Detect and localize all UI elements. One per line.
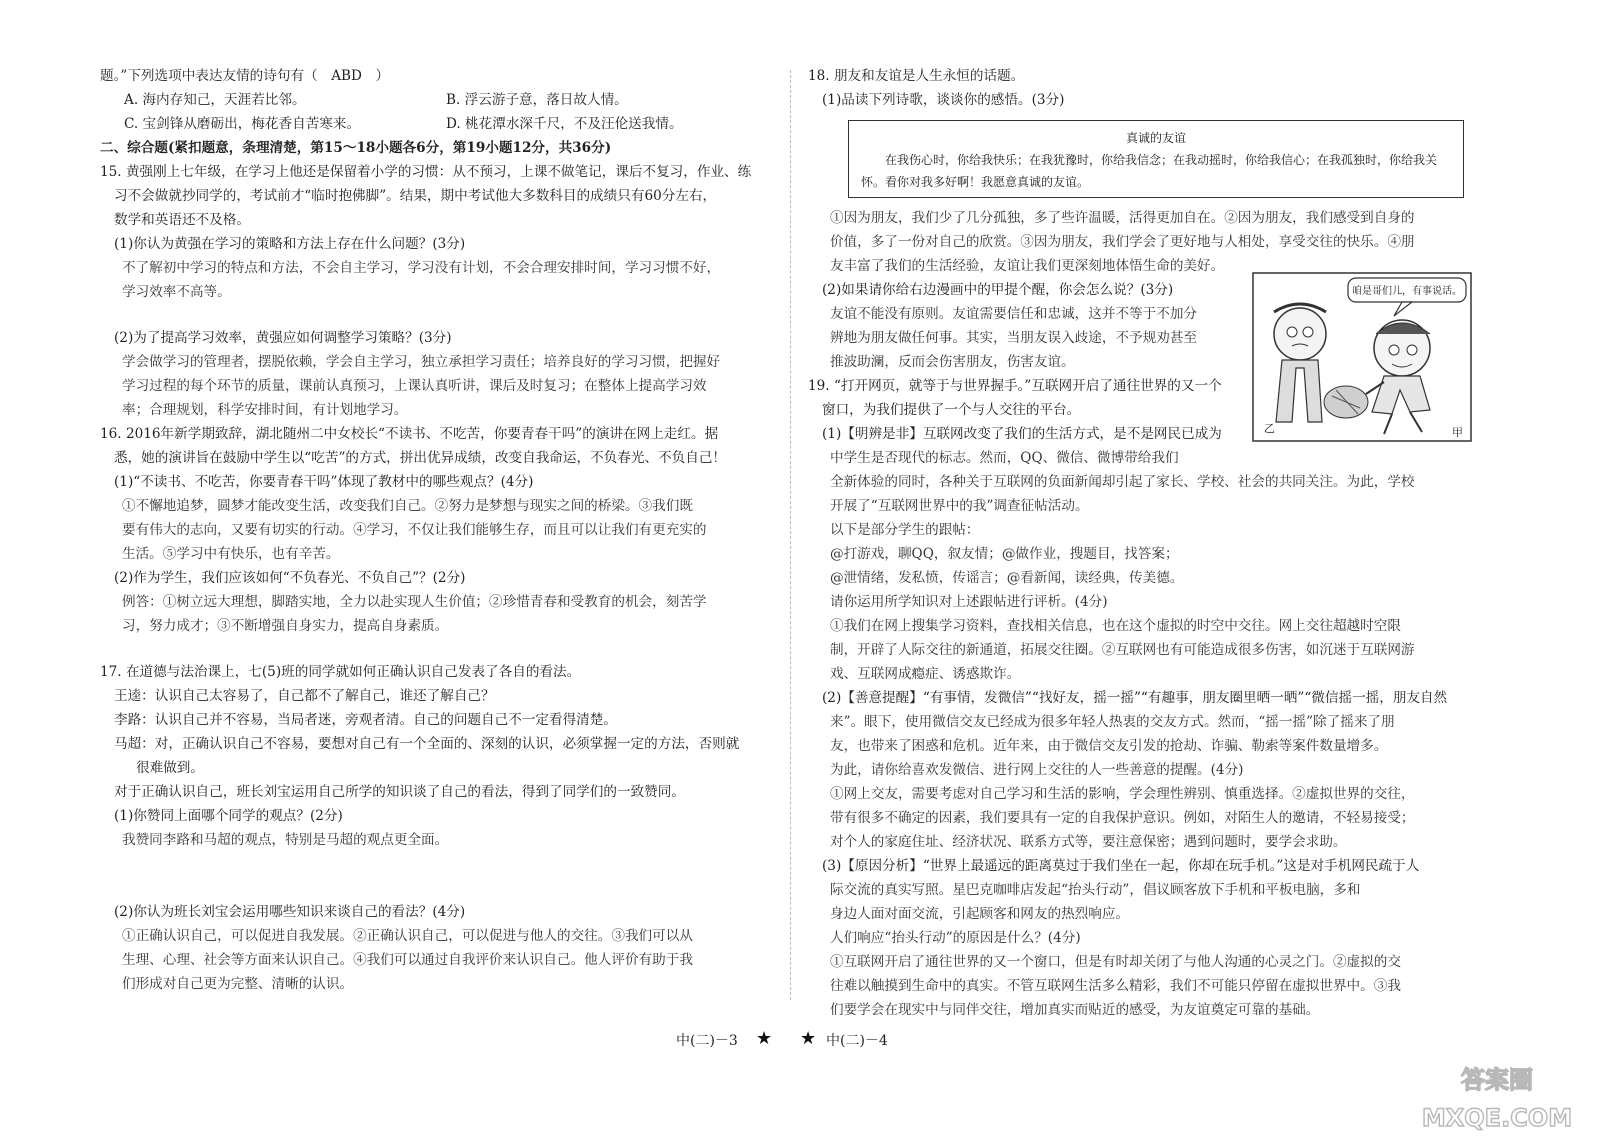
q17-view-lilu: 李路：认识自己并不容易，当局者迷，旁观者清。自己的问题自己不一定看得清楚。 xyxy=(114,712,617,728)
q15-stem-3: 数学和英语还不及格。 xyxy=(114,212,250,228)
q14-options xyxy=(100,88,790,136)
q15-answer2-2: 学习过程的每个环节的质量，课前认真预习，上课认真听讲，课后及时复习；在整体上提高学习效 xyxy=(122,378,707,394)
q19-part1-intro: 以下是部分学生的跟帖： xyxy=(830,522,980,538)
q19-part2-stem-3: 友，也带来了困惑和危机。近年来，由于微信交友引发的抢劫、诈骗、勒索等案件数量增多。 xyxy=(830,738,1388,754)
star-icon: ★ xyxy=(800,1028,817,1049)
option-a: A. 海内存知己，天涯若比邻。 xyxy=(124,92,306,108)
q17-part2: (2)你认为班长刘宝会运用哪些知识来谈自己的看法？(4分) xyxy=(114,904,466,920)
q19-part3-ask: 人们响应“抬头行动”的原因是什么？(4分) xyxy=(830,930,1081,946)
spacer xyxy=(100,304,790,326)
option-b: B. 浮云游子意，落日故人情。 xyxy=(446,92,628,108)
q19-part1-ask: 请你运用所学知识对上述跟帖进行评析。(4分) xyxy=(830,594,1108,610)
q18-answer2-1: 友谊不能没有原则。友谊需要信任和忠诚，这并不等于不加分 xyxy=(830,306,1198,322)
q19-part1-answer-3: 戏、互联网成瘾症、诱惑欺诈。 xyxy=(830,666,1021,682)
q19-part1-stem-4: 开展了“互联网世界中的我”调查征帖活动。 xyxy=(830,498,1089,514)
q18-part2: (2)如果请你给右边漫画中的甲提个醒，你会怎么说？(3分) xyxy=(822,282,1174,298)
star-icon: ★ xyxy=(756,1028,773,1049)
poem-box xyxy=(848,120,1464,198)
cartoon-illustration xyxy=(1252,272,1472,442)
cartoon-section xyxy=(808,278,1498,470)
q17-view-wangkui: 王逵：认识自己太容易了，自己都不了解自己，谁还了解自己？ xyxy=(114,688,495,704)
q19-part1-answer-1: ①我们在网上搜集学习资料，查找相关信息，也在这个虚拟的时空中交往。网上交往超越时空限 xyxy=(830,618,1401,634)
q16-part1: (1)“不读书、不吃苦，你要青春干吗”体现了教材中的哪些观点？(4分) xyxy=(114,474,534,490)
q19-part3-stem-2: 际交流的真实写照。星巴克咖啡店发起“抬头行动”，倡议顾客放下手机和平板电脑，多和 xyxy=(830,882,1361,898)
q17-view-machao: 马超：对，正确认识自己不容易，要想对自己有一个全面的、深刻的认识，必须掌握一定的方法，否则就 xyxy=(114,736,740,752)
q19-part2-answer-1: ①网上交友，需要考虑对自己学习和生活的影响，学会理性辨别、慎重选择。②虚拟世界的交往， xyxy=(830,786,1415,802)
q16-stem-1: 16. 2016年新学期致辞，湖北随州二中女校长“不读书、不吃苦，你要青春干吗”的演讲在网上走红。据 xyxy=(100,426,719,442)
page-divider xyxy=(790,70,791,1000)
q16-part2: (2)作为学生，我们应该如何“不负春光、不负自己”？(2分) xyxy=(114,570,466,586)
left-page xyxy=(100,64,790,996)
q19-part2-answer-3: 对个人的家庭住址、经济状况、联系方式等，要注意保密；遇到问题时，要学会求助。 xyxy=(830,834,1347,850)
q17-answer2-2: 生理、心理、社会等方面来认识自己。④我们可以通过自我评价来认识自己。他人评价有助于我 xyxy=(122,952,693,968)
q18-answer1-3: 友丰富了我们的生活经验，友谊让我们更深刻地体悟生命的美好。 xyxy=(830,258,1225,274)
q15-stem-1: 15. 黄强刚上七年级，在学习上他还是保留着小学的习惯：从不预习，上课不做笔记，课后不复习，作业、练 xyxy=(100,164,752,180)
q15-answer2-1: 学会做学习的管理者，摆脱依赖，学会自主学习，独立承担学习责任；培养良好的学习习惯，把握好 xyxy=(122,354,721,370)
left-page-number: 中(二)－3 xyxy=(676,1033,738,1049)
cartoon-label-jia: 甲 xyxy=(1452,426,1463,439)
q14-tail: 题。”下列选项中表达友情的诗句有（ ABD ） xyxy=(100,68,390,84)
q19-part2-ask: 为此，请你给喜欢发微信、进行网上交往的人一些善意的提醒。(4分) xyxy=(830,762,1244,778)
q15-answer1-1: 不了解初中学习的特点和方法，不会自主学习，学习没有计划，不会合理安排时间，学习习惯不好， xyxy=(122,260,721,276)
q19-part1-post-2: @泄情绪，发私愤，传谣言；@看新闻，读经典，传美德。 xyxy=(830,570,1184,586)
q16-answer1-1: ①不懈地追梦，圆梦才能改变生活，改变我们自己。②努力是梦想与现实之间的桥梁。③我们既 xyxy=(122,498,693,514)
q15-answer1-2: 学习效率不高等。 xyxy=(122,284,231,300)
svg-text:答案圈: 答案圈 xyxy=(1461,1066,1533,1094)
option-d: D. 桃花潭水深千尺，不及汪伦送我情。 xyxy=(446,116,683,132)
q19-part2-stem-1: (2)【善意提醒】“有事情，发微信”“找好友，摇一摇”“有趣事，朋友圈里晒一晒”“微信摇一摇，朋友自然 xyxy=(822,690,1448,706)
q15-part2: (2)为了提高学习效率，黄强应如何调整学习策略？(3分) xyxy=(114,330,452,346)
q17-answer2-3: 们形成对自己更为完整、清晰的认识。 xyxy=(122,976,354,992)
section-heading: 二、综合题(紧扣题意，条理清楚，第15～18小题各6分，第19小题12分，共36分) xyxy=(100,140,612,156)
q17-part1: (1)你赞同上面哪个同学的观点？(2分) xyxy=(114,808,343,824)
q18-answer1-1: ①因为朋友，我们少了几分孤独，多了些许温暖，活得更加自在。②因为朋友，我们感受到自身的 xyxy=(830,210,1415,226)
q17-answer1: 我赞同李路和马超的观点，特别是马超的观点更全面。 xyxy=(122,832,449,848)
right-page-number: 中(二)－4 xyxy=(826,1033,888,1049)
q19-part1-stem-1: (1)【明辨是非】互联网改变了我们的生活方式，是不是网民已成为 xyxy=(822,426,1222,442)
right-page xyxy=(808,64,1498,1022)
cartoon-speech-bubble: 咱是哥们儿，有事说话。 xyxy=(1352,286,1462,297)
q18-answer2-2: 辨地为朋友做任何事。其实，当朋友误入歧途，不予规劝甚至 xyxy=(830,330,1198,346)
q19-part1-stem-2: 中学生是否现代的标志。然而，QQ、微信、微博带给我们 xyxy=(830,450,1179,466)
q19-part3-stem-3: 身边人面对面交流，引起顾客和网友的热烈响应。 xyxy=(830,906,1130,922)
q17-view-machao-cont: 很难做到。 xyxy=(136,760,204,776)
option-c: C. 宝剑锋从磨砺出，梅花香自苦寒来。 xyxy=(124,116,361,132)
q18-stem: 18. 朋友和友谊是人生永恒的话题。 xyxy=(808,68,1025,84)
q19-part1-answer-2: 制，开辟了人际交往的新通道，拓展交往圈。②互联网也有可能造成很多伤害，如沉迷于互联网游 xyxy=(830,642,1415,658)
q18-answer1-2: 价值，多了一份对自己的欣赏。③因为朋友，我们学会了更好地与人相处，享受交往的快乐。④朋 xyxy=(830,234,1415,250)
q19-part3-answer-2: 往难以触摸到生命中的真实。不管互联网生活多么精彩，我们不可能只停留在虚拟世界中。③我 xyxy=(830,978,1401,994)
q19-stem-1: 19. “打开网页，就等于与世界握手。”互联网开启了通往世界的又一个 xyxy=(808,378,1222,394)
watermark-logo xyxy=(1412,1048,1582,1138)
q15-stem-2: 习不会做就抄同学的，考试前才“临时抱佛脚”。结果，期中考试他大多数科目的成绩只有60分左右， xyxy=(114,188,717,204)
q19-part2-answer-2: 带有很多不确定的因素，我们要具有一定的自我保护意识。例如，对陌生人的邀请，不轻易接受； xyxy=(830,810,1415,826)
q19-part3-answer-3: 们要学会在现实中与同伴交往，增加真实而贴近的感受，为友谊奠定可靠的基础。 xyxy=(830,1002,1320,1018)
q19-stem-2: 窗口，为我们提供了一个与人交往的平台。 xyxy=(822,402,1081,418)
q16-answer2-2: 习，努力成才；③不断增强自身实力，提高自身素质。 xyxy=(122,618,449,634)
cartoon-label-yi: 乙 xyxy=(1264,422,1275,435)
q17-stem: 17. 在道德与法治课上，七(5)班的同学就如何正确认识自己发表了各自的看法。 xyxy=(100,664,581,680)
q19-part3-stem-1: (3)【原因分析】“世界上最遥远的距离莫过于我们坐在一起，你却在玩手机。”这是对手机网民疏于人 xyxy=(822,858,1420,874)
svg-text:MXQE.COM: MXQE.COM xyxy=(1421,1104,1573,1132)
q16-answer1-2: 要有伟大的志向，又要有切实的行动。④学习，不仅让我们能够生存，而且可以让我们有更充实的 xyxy=(122,522,707,538)
q16-stem-2: 悉，她的演讲旨在鼓励中学生以“吃苦”的方式，拼出优异成绩，改变自我命运，不负春光、不负自己！ xyxy=(114,450,727,466)
q19-part1-stem-3: 全新体验的同时，各种关于互联网的负面新闻却引起了家长、学校、社会的共同关注。为此，学校 xyxy=(830,474,1415,490)
spacer xyxy=(100,852,790,900)
q17-summary: 对于正确认识自己，班长刘宝运用自己所学的知识谈了自己的看法，得到了同学们的一致赞同。 xyxy=(114,784,685,800)
q15-answer2-3: 率；合理规划，科学安排时间，有计划地学习。 xyxy=(122,402,408,418)
q15-part1: (1)你认为黄强在学习的策略和方法上存在什么问题？(3分) xyxy=(114,236,466,252)
q18-answer2-3: 推波助澜，反而会伤害朋友，伤害友谊。 xyxy=(830,354,1075,370)
q17-answer2-1: ①正确认识自己，可以促进自我发展。②正确认识自己，可以促进与他人的交往。③我们可以从 xyxy=(122,928,693,944)
spacer xyxy=(100,638,790,660)
q16-answer1-3: 生活。⑤学习中有快乐，也有辛苦。 xyxy=(122,546,340,562)
q19-part1-post-1: @打游戏，聊QQ，叙友情；@做作业，搜题目，找答案； xyxy=(830,546,1179,562)
q19-part2-stem-2: 来”。眼下，使用微信交友已经成为很多年轻人热衷的交友方式。然而，“摇一摇”除了摇来了朋 xyxy=(830,714,1395,730)
poem-body: 在我伤心时，你给我快乐；在我犹豫时，你给我信念；在我动摇时，你给我信心；在我孤独时，你给我关怀。看你对我多好啊！我愿意真诚的友谊。 xyxy=(861,153,1438,189)
q18-part1: (1)品读下列诗歌，谈谈你的感悟。(3分) xyxy=(822,92,1065,108)
q16-answer2-1: 例答：①树立远大理想，脚踏实地，全力以赴实现人生价值；②珍惜青春和受教育的机会，刻苦学 xyxy=(122,594,707,610)
poem-title: 真诚的友谊 xyxy=(1125,131,1186,145)
q19-part3-answer-1: ①互联网开启了通往世界的又一个窗口，但是有时却关闭了与他人沟通的心灵之门。②虚拟的交 xyxy=(830,954,1401,970)
